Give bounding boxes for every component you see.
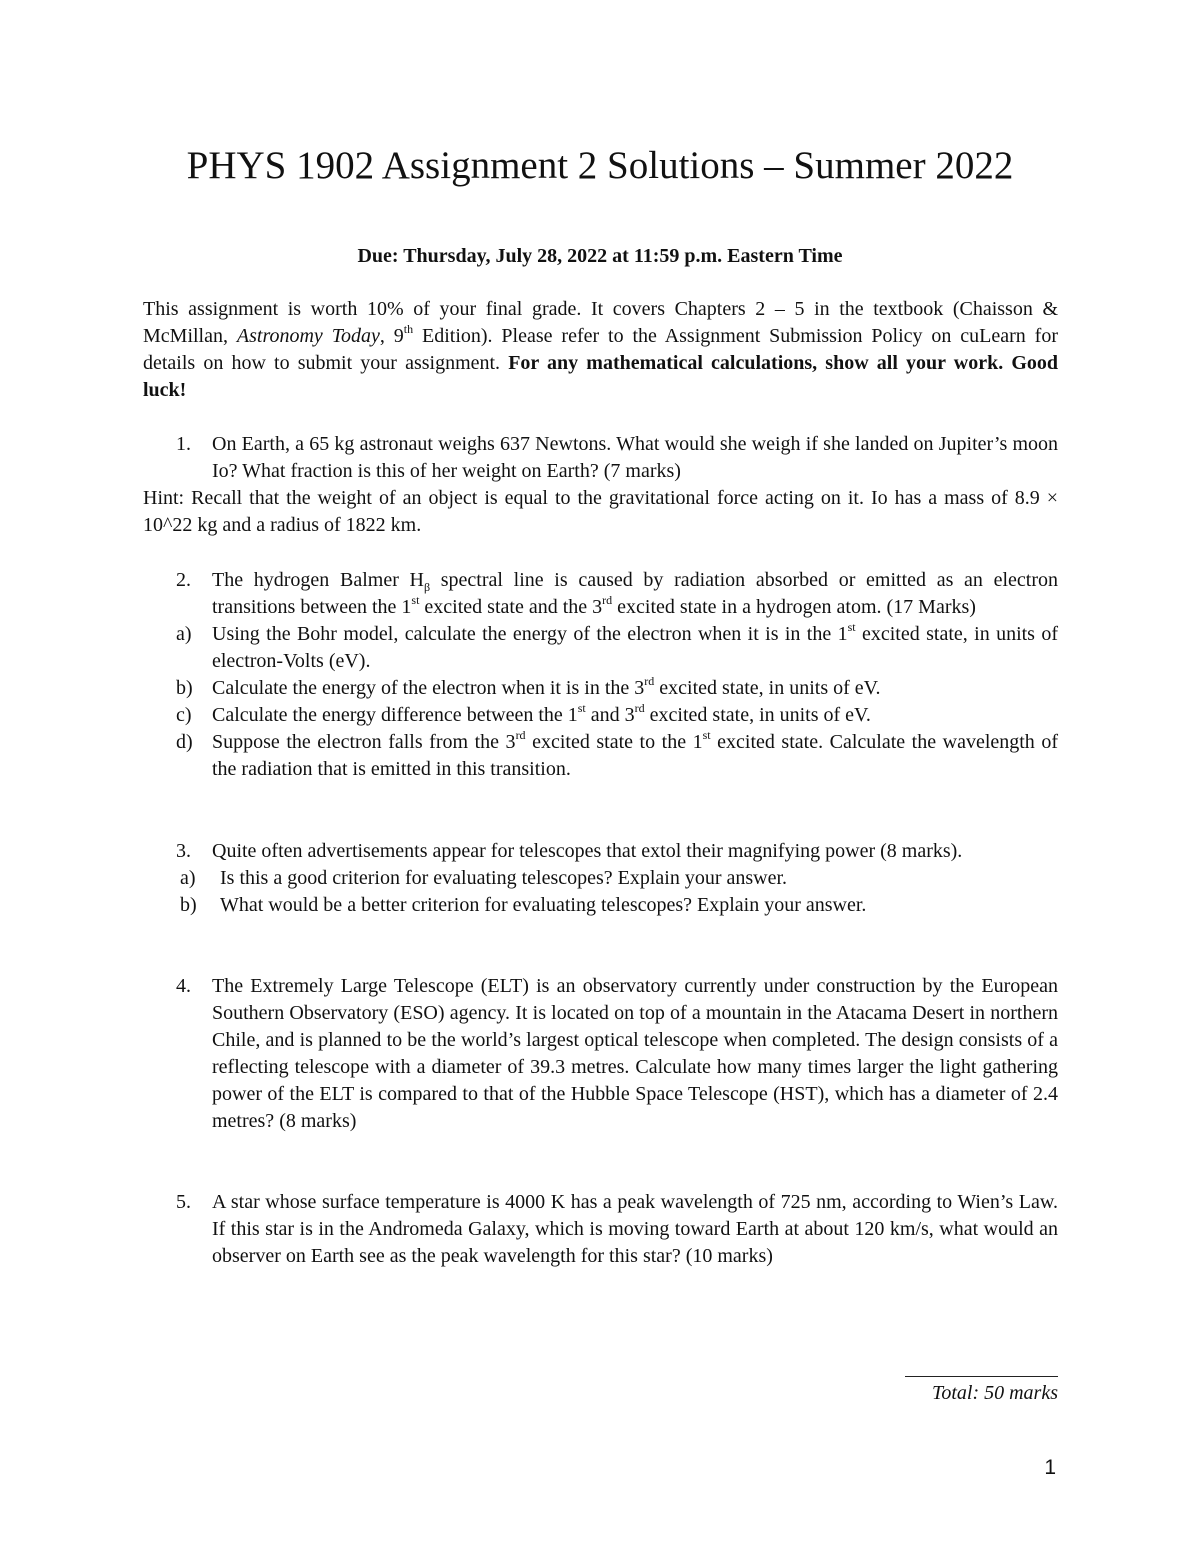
q2d-superscript-2: st — [702, 728, 711, 743]
q2c-superscript-2: rd — [634, 701, 645, 716]
part-letter: d) — [176, 731, 193, 753]
part-letter: c) — [176, 704, 192, 726]
q2-superscript-1: st — [411, 593, 420, 608]
part-letter: b) — [176, 677, 193, 699]
q2-text-1: The hydrogen Balmer H — [212, 569, 424, 591]
question-2c — [143, 702, 1058, 729]
q2a-text-1: Using the Bohr model, calculate the energy of the electron when it is in the 1 — [212, 623, 848, 645]
page-title: PHYS 1902 Assignment 2 Solutions – Summer 2022 — [186, 144, 1014, 187]
textbook-title: Astronomy Today — [236, 325, 380, 347]
question-3b — [143, 892, 1058, 919]
part-letter: a) — [180, 867, 196, 889]
q2c-text-3: excited state, in units of eV. — [644, 704, 871, 726]
question-4-item — [143, 973, 1058, 1135]
edition-superscript: th — [403, 322, 414, 337]
q2d-superscript-1: rd — [515, 728, 526, 743]
intro-bold-text: For any mathematical calculations, show all your work. Good luck! — [143, 352, 1059, 401]
question-3 — [143, 838, 1058, 919]
question-1-hint: Hint: Recall that the weight of an object is equal to the gravitational force acting on it. Io has a mass of 8.9 × 10^22 kg and a radius of 1822 km. — [143, 487, 1058, 536]
q2-text-4: excited state in a hydrogen atom. (17 Marks) — [612, 596, 976, 618]
intro-text-1: This assignment is worth 10% of your final grade. It covers Chapters 2 – 5 in the textbook (Chaisson & McMillan, — [143, 298, 1058, 347]
q2d-text-3: excited state. Calculate the wavelength of the radiation that is emitted in this transition. — [212, 731, 1059, 780]
question-number: 2. — [176, 569, 191, 591]
question-3a — [143, 865, 1058, 892]
question-2d — [143, 729, 1058, 783]
question-2 — [143, 567, 1058, 783]
part-letter: a) — [176, 623, 192, 645]
total-marks: Total: 50 marks — [932, 1382, 1058, 1404]
question-number: 4. — [176, 975, 191, 997]
question-1-text: On Earth, a 65 kg astronaut weighs 637 Newtons. What would she weigh if she landed on Jupiter’s moon Io? What fraction is this of her weight on Earth? (7 marks) — [212, 433, 1058, 482]
q2a-text-2: excited state, in units of electron-Volts (eV). — [212, 623, 1058, 672]
question-4 — [143, 973, 1058, 1135]
question-3-text: Quite often advertisements appear for telescopes that extol their magnifying power (8 marks). — [212, 840, 963, 862]
question-5-text: A star whose surface temperature is 4000 K has a peak wavelength of 725 nm, according to Wien’s Law. If this star is in the Andromeda Galaxy, which is moving toward Earth at about 120 km/s, what would an observer on Earth see as the peak wavelength for this star? (10 marks) — [212, 1191, 1058, 1267]
question-2b — [143, 675, 1058, 702]
q2d-text-2: excited state to the 1 — [525, 731, 703, 753]
q2c-text-1: Calculate the energy difference between the 1 — [212, 704, 578, 726]
question-2a — [143, 621, 1058, 675]
question-5 — [143, 1189, 1058, 1270]
q2c-superscript-1: st — [577, 701, 586, 716]
q2-superscript-2: rd — [602, 593, 613, 608]
question-1 — [143, 431, 1058, 539]
question-3b-text: What would be a better criterion for evaluating telescopes? Explain your answer. — [220, 894, 867, 916]
q2-text-3: excited state and the 3 — [419, 596, 603, 618]
intro-paragraph — [143, 296, 1058, 404]
q2a-superscript: st — [847, 620, 856, 635]
q2d-text-1: Suppose the electron falls from the 3 — [212, 731, 516, 753]
question-1-item — [143, 431, 1058, 485]
total-divider — [905, 1376, 1058, 1377]
q2c-text-2: and 3 — [585, 704, 635, 726]
question-2-item — [143, 567, 1058, 621]
q2-subscript: β — [423, 580, 431, 594]
q2-text-2: spectral line is caused by radiation absorbed or emitted as an electron transitions between the 1 — [212, 569, 1059, 618]
question-3-item — [143, 838, 1058, 865]
intro-text-3: Edition). Please refer to the Assignment Submission Policy on cuLearn for details on how to submit your assignment. — [143, 325, 1059, 374]
question-4-text: The Extremely Large Telescope (ELT) is an observatory currently under construction by the European Southern Observatory (ESO) agency. It is located on top of a mountain in the Atacama Desert in northern Chile, and is planned to be the world’s largest optical telescope when completed. The design consists of a reflecting telescope with a diameter of 39.3 metres. Calculate how many times larger the light gathering power of the ELT is compared to that of the Hubble Space Telescope (HST), which has a diameter of 2.4 metres? (8 marks) — [212, 975, 1058, 1132]
question-3a-text: Is this a good criterion for evaluating telescopes? Explain your answer. — [220, 867, 788, 889]
q2b-superscript: rd — [644, 674, 655, 689]
due-date: Due: Thursday, July 28, 2022 at 11:59 p.m. Eastern Time — [357, 245, 843, 267]
question-5-item — [143, 1189, 1058, 1270]
question-number: 3. — [176, 840, 191, 862]
question-number: 5. — [176, 1191, 191, 1213]
q2b-text-2: excited state, in units of eV. — [654, 677, 881, 699]
question-number: 1. — [176, 433, 191, 455]
part-letter: b) — [180, 894, 197, 916]
q2b-text-1: Calculate the energy of the electron when it is in the 3 — [212, 677, 645, 699]
page-number: 1 — [1044, 1456, 1056, 1479]
intro-text-2: , 9 — [379, 325, 404, 347]
